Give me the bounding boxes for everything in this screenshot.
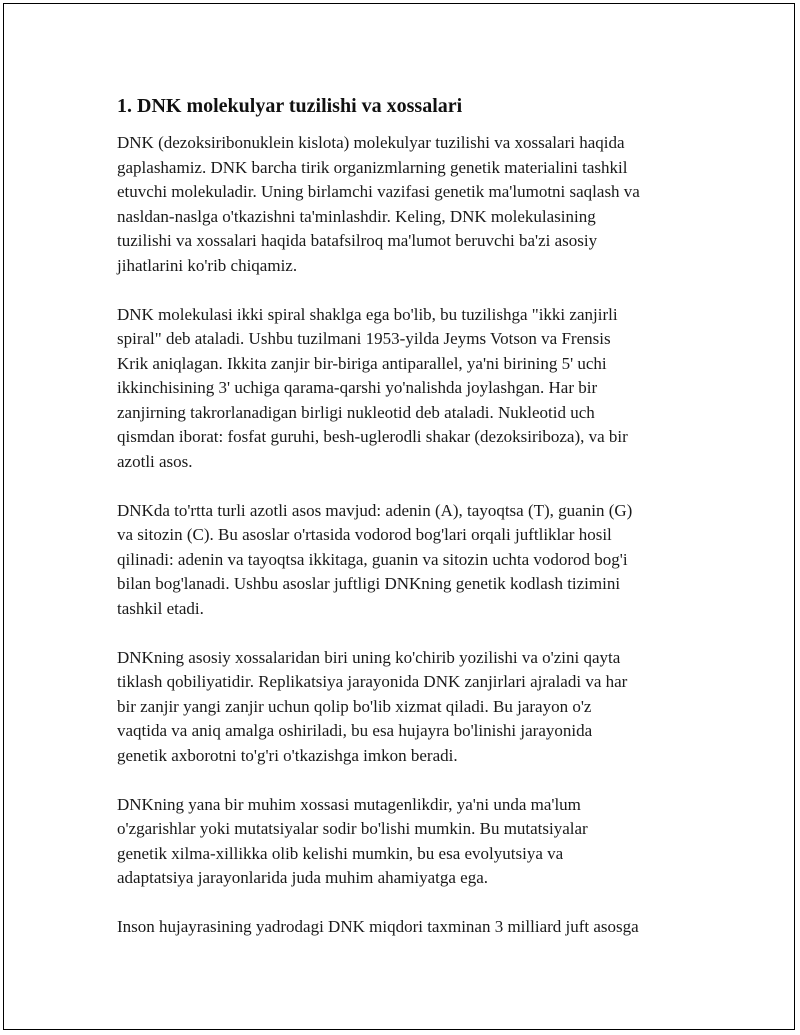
text-line: DNKning asosiy xossalaridan biri uning ko'chirib yozilishi va o'zini qayta	[117, 647, 621, 667]
text-line: ikkinchisining 3' uchiga qarama-qarshi yo'nalishda joylashgan. Har bir	[117, 378, 598, 397]
text-line: genetik axborotni to'g'ri o'tkazishga imkon beradi.	[117, 745, 458, 765]
text-line: azotli asos.	[117, 451, 193, 471]
text-line: vaqtida va aniq amalga oshiriladi, bu esa hujayra bo'linishi jarayonida	[117, 721, 593, 740]
text-line: etuvchi molekuladir. Uning birlamchi vazifasi genetik ma'lumotni saqlash va	[117, 182, 640, 201]
text-line: va sitozin (C). Bu asoslar o'rtasida vodorod bog'lari orqali juftliklar hosil	[117, 525, 612, 544]
document-body	[117, 93, 697, 964]
text-line: gaplashamiz. DNK barcha tirik organizmlarning genetik materialini tashkil	[117, 157, 628, 177]
text-line: DNK (dezoksiribonuklein kislota) molekulyar tuzilishi va xossalari haqida	[117, 133, 625, 152]
text-line: tiklash qobiliyatidir. Replikatsiya jarayonida DNK zanjirlari ajraladi va har	[117, 672, 628, 691]
text-line: DNKda to'rtta turli azotli asos mavjud: adenin (A), tayoqtsa (T), guanin (G)	[117, 500, 633, 520]
paragraph-human-dna	[117, 915, 697, 940]
paragraph-double-helix	[117, 303, 697, 475]
text-line: spiral" deb ataladi. Ushbu tuzilmani 1953-yilda Jeyms Votson va Frensis	[117, 329, 611, 348]
text-line: zanjirning takrorlanadigan birligi nukleotid deb ataladi. Nukleotid uch	[117, 402, 595, 422]
text-line: qismdan iborat: fosfat guruhi, besh-uglerodli shakar (dezoksiriboza), va bir	[117, 427, 628, 446]
paragraph-mutagenesis	[117, 793, 697, 891]
text-line: tuzilishi va xossalari haqida batafsilroq ma'lumot beruvchi ba'zi asosiy	[117, 231, 598, 250]
text-line: o'zgarishlar yoki mutatsiyalar sodir bo'lishi mumkin. Bu mutatsiyalar	[117, 819, 588, 838]
paragraph-nitrogen-bases	[117, 499, 697, 622]
text-line: bilan bog'lanadi. Ushbu asoslar juftligi DNKning genetik kodlash tizimini	[117, 574, 621, 593]
paragraph-replication	[117, 646, 697, 769]
text-line: Inson hujayrasining yadrodagi DNK miqdori taxminan 3 milliard juft asosga	[117, 917, 639, 936]
text-line: nasldan-naslga o'tkazishni ta'minlashdir. Keling, DNK molekulasining	[117, 206, 596, 226]
text-line: DNK molekulasi ikki spiral shaklga ega bo'lib, bu tuzilishga "ikki zanjirli	[117, 304, 618, 324]
text-line: tashkil etadi.	[117, 598, 204, 618]
text-line: jihatlarini ko'rib chiqamiz.	[117, 255, 298, 275]
text-line: adaptatsiya jarayonlarida juda muhim ahamiyatga ega.	[117, 868, 489, 887]
text-line: DNKning yana bir muhim xossasi mutagenlikdir, ya'ni unda ma'lum	[117, 794, 581, 814]
text-line: Krik aniqlagan. Ikkita zanjir bir-biriga antiparallel, ya'ni birining 5' uchi	[117, 353, 607, 373]
text-line: qilinadi: adenin va tayoqtsa ikkitaga, guanin va sitozin uchta vodorod bog'i	[117, 549, 628, 569]
text-line: genetik xilma-xillikka olib kelishi mumkin, bu esa evolyutsiya va	[117, 843, 564, 863]
section-heading: 1. DNK molekulyar tuzilishi va xossalari	[117, 95, 463, 117]
paragraph-intro	[117, 131, 697, 278]
text-line: bir zanjir yangi zanjir uchun qolip bo'lib xizmat qiladi. Bu jarayon o'z	[117, 696, 592, 716]
